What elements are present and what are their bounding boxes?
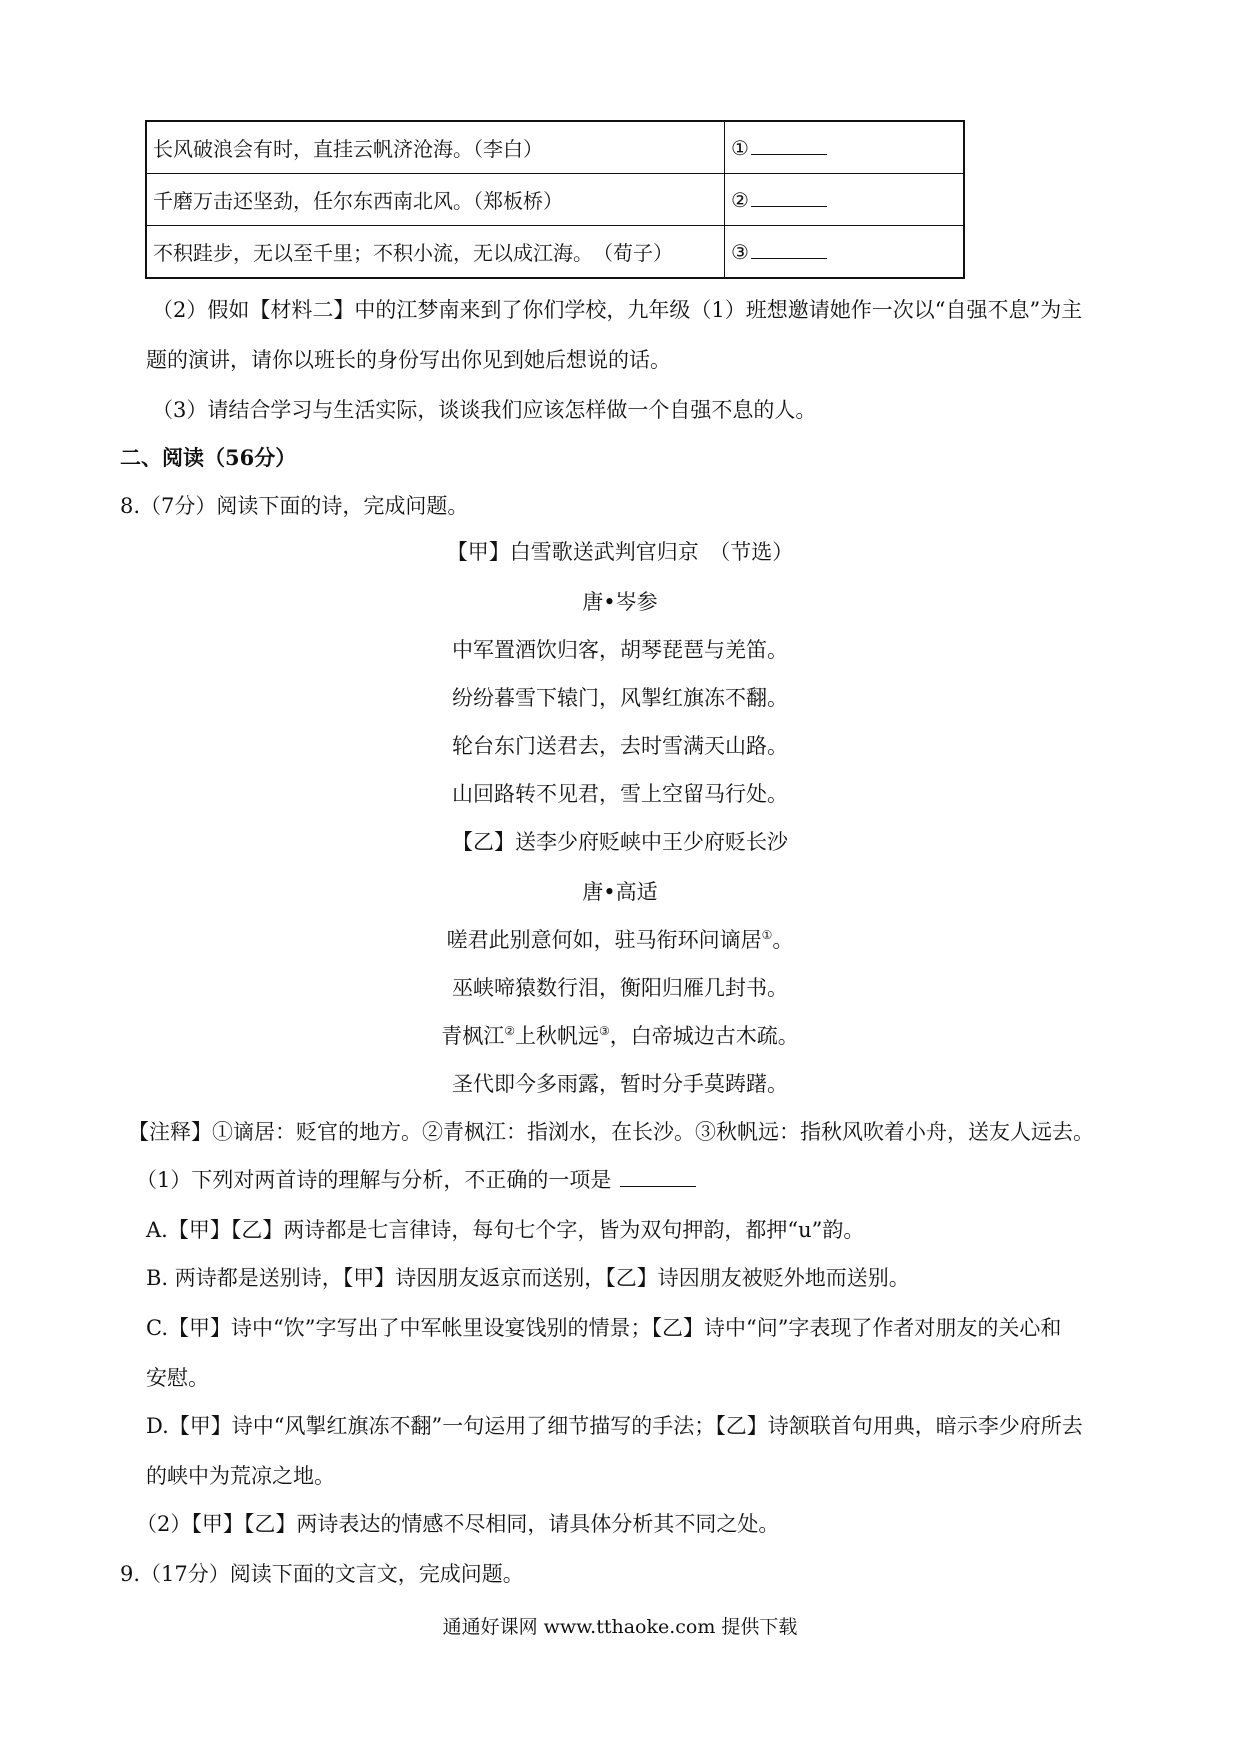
answer-label: ③ — [731, 239, 749, 264]
answer-label: ① — [731, 135, 749, 160]
poem-b-line: 巫峡啼猿数行泪，衡阳归雁几封书。 — [452, 976, 788, 1000]
answer-blank — [751, 136, 827, 155]
poem-b-title: 【乙】送李少府贬峡中王少府贬长沙 — [452, 830, 788, 854]
poem-a-title: 【甲】白雪歌送武判官归京 （节选） — [446, 540, 794, 564]
option-c-line2: 安慰。 — [146, 1366, 209, 1390]
footer: 通通好课网 www.tthaoke.com 提供下载 — [442, 1616, 798, 1638]
q7-sub2-line2: 题的演讲，请你以班长的身份写出你见到她后想说的话。 — [146, 348, 671, 372]
table-row — [146, 121, 964, 174]
footnote-mark: ② — [504, 1024, 515, 1038]
quote-table — [145, 120, 965, 279]
option-d-line1: D.【甲】诗中“风掣红旗冻不翻”一句运用了细节描写的手法；【乙】诗颔联首句用典，暗示李少府所去 — [146, 1414, 1083, 1438]
answer-cell — [725, 226, 965, 279]
answer-cell — [725, 121, 965, 174]
table-row — [146, 226, 964, 279]
q7-sub2-line1: （2）假如【材料二】中的江梦南来到了你们学校，九年级（1）班想邀请她作一次以“自强不息”为主 — [152, 298, 1083, 322]
q8-sub1: （1）下列对两首诗的理解与分析，不正确的一项是 — [136, 1164, 696, 1194]
poem-b-line: 青枫江②上秋帆远③，白帝城边古木疏。 — [441, 1024, 799, 1048]
q8-stem: 8.（7分）阅读下面的诗，完成问题。 — [120, 494, 469, 518]
section-title: 二、阅读（56分） — [120, 445, 297, 470]
q8-sub2: （2）【甲】【乙】两诗表达的情感不尽相同，请具体分析其不同之处。 — [136, 1512, 780, 1536]
answer-label: ② — [731, 187, 749, 212]
answer-cell — [725, 174, 965, 226]
answer-blank — [620, 1168, 696, 1187]
poem-a-line: 中军置酒饮归客，胡琴琵琶与羌笛。 — [452, 638, 788, 662]
option-b: B. 两诗都是送别诗，【甲】诗因朋友返京而送别，【乙】诗因朋友被贬外地而送别。 — [146, 1266, 910, 1290]
quote-cell: 长风破浪会有时，直挂云帆济沧海。（李白） — [146, 121, 725, 174]
footnote-mark: ① — [761, 928, 773, 942]
q7-sub3: （3）请结合学习与生活实际，谈谈我们应该怎样做一个自强不息的人。 — [152, 398, 817, 422]
poem-a-line: 轮台东门送君去，去时雪满天山路。 — [452, 734, 788, 758]
poem-a-author: 唐•岑参 — [582, 590, 658, 614]
poem-a-line: 纷纷暮雪下辕门，风掣红旗冻不翻。 — [452, 686, 788, 710]
quote-cell: 不积跬步，无以至千里；不积小流，无以成江海。 （荀子） — [146, 226, 725, 279]
note: 【注释】①谪居：贬官的地方。②青枫江：指浏水，在长沙。③秋帆远：指秋风吹着小舟，送友人远去。 — [128, 1120, 1094, 1144]
quote-cell: 千磨万击还坚劲，任尔东西南北风。（郑板桥） — [146, 174, 725, 226]
option-a: A.【甲】【乙】两诗都是七言律诗，每句七个字，皆为双句押韵，都押“u”韵。 — [146, 1218, 865, 1242]
table-row — [146, 174, 964, 226]
option-c-line1: C.【甲】诗中“饮”字写出了中军帐里设宴饯别的情景；【乙】诗中“问”字表现了作者对朋友的关心和 — [146, 1316, 1062, 1340]
poem-b-author: 唐•高适 — [582, 880, 658, 904]
option-d-line2: 的峡中为荒凉之地。 — [146, 1464, 335, 1488]
answer-blank — [751, 240, 827, 259]
poem-b-line: 圣代即今多雨露，暂时分手莫踌躇。 — [452, 1072, 788, 1096]
q9-stem: 9.（17分）阅读下面的文言文，完成问题。 — [120, 1562, 524, 1586]
answer-blank — [751, 188, 827, 207]
poem-b-line: 嗟君此别意何如，驻马衔环问谪居①。 — [446, 928, 794, 952]
footnote-mark: ③ — [599, 1024, 610, 1038]
poem-a-line: 山回路转不见君，雪上空留马行处。 — [452, 782, 788, 806]
